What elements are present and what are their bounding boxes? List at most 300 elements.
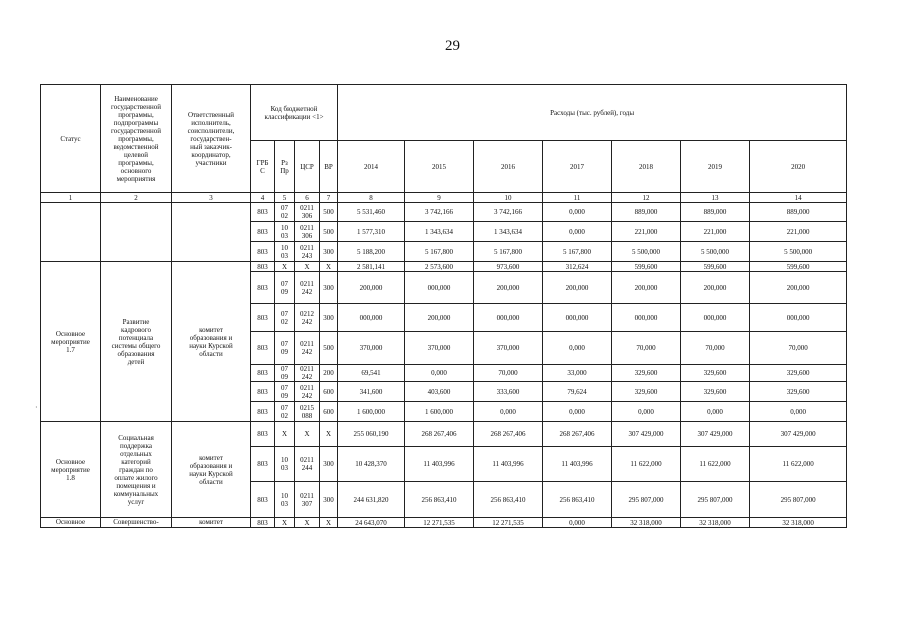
value-cell: 11 403,996: [543, 447, 612, 482]
value-cell: 0,000: [543, 518, 612, 528]
value-cell: 0,000: [543, 332, 612, 365]
code-line: 0211: [300, 365, 314, 373]
code-line: 02: [281, 212, 288, 220]
value-cell: 000,000: [543, 304, 612, 332]
value-cell: 889,000: [681, 203, 750, 222]
header-line: Пр: [280, 166, 289, 175]
value-cell: 3 742,166: [405, 203, 474, 222]
executor-cell: [172, 262, 251, 422]
value-cell: 0,000: [543, 203, 612, 222]
grbs-cell: 803: [251, 447, 275, 482]
code-line: Х: [304, 430, 310, 438]
header-line: подпрограммы: [113, 118, 159, 127]
header-name: [101, 85, 172, 193]
column-number: 12: [612, 193, 681, 203]
vr-cell: 300: [320, 482, 338, 518]
grbs-cell: 803: [251, 422, 275, 447]
header-status: Статус: [41, 85, 101, 193]
rzpr-cell: [275, 272, 295, 304]
value-cell: 5 167,800: [474, 242, 543, 262]
value-cell: 370,000: [405, 332, 474, 365]
code-line: 09: [281, 287, 288, 296]
header-year: 2020: [750, 141, 847, 193]
value-cell: 5 500,000: [612, 242, 681, 262]
column-number: 6: [295, 193, 320, 203]
rzpr-cell: [275, 304, 295, 332]
value-cell: 329,600: [612, 382, 681, 402]
code-line: 0211: [300, 456, 314, 464]
value-cell: 307 429,000: [750, 422, 847, 447]
table-row: [41, 262, 847, 272]
value-cell: 2 573,600: [405, 262, 474, 272]
code-line: 0211: [300, 223, 314, 232]
grbs-cell: 803: [251, 203, 275, 222]
header-line: целевой: [124, 150, 148, 159]
vr-cell: 200: [320, 365, 338, 382]
value-cell: 295 807,000: [612, 482, 681, 518]
value-cell: 11 622,000: [750, 447, 847, 482]
status-line: мероприятие: [51, 465, 90, 474]
name-line: категорий: [121, 457, 151, 466]
csr-cell: [295, 304, 320, 332]
code-line: 242: [301, 317, 313, 326]
value-cell: 5 531,460: [338, 203, 405, 222]
value-cell: 12 271,535: [474, 518, 543, 528]
value-cell: 599,600: [750, 262, 847, 272]
header-year: 2014: [338, 141, 405, 193]
header-line: ведомственной: [113, 142, 159, 151]
executor-line: комитет: [199, 453, 223, 462]
name-line: детей: [127, 357, 145, 366]
status-line: Основное: [55, 457, 86, 466]
code-line: 0212: [300, 309, 314, 318]
header-line: программы,: [118, 134, 154, 143]
code-line: Х: [304, 518, 310, 527]
margin-mark: ·: [35, 403, 38, 412]
executor-line: образования и: [189, 461, 233, 470]
value-cell: 295 807,000: [750, 482, 847, 518]
value-cell: 24 643,070: [338, 518, 405, 528]
value-cell: 70,000: [681, 332, 750, 365]
value-cell: 0,000: [543, 222, 612, 242]
code-line: 088: [301, 411, 313, 420]
code-line: Х: [281, 262, 288, 271]
executor-line: науки Курской: [189, 341, 233, 350]
value-cell: 11 403,996: [405, 447, 474, 482]
value-cell: 200,000: [474, 272, 543, 304]
rzpr-cell: [275, 518, 295, 528]
header-line: ГРБ: [256, 158, 269, 167]
value-cell: 0,000: [405, 365, 474, 382]
name-cell: [101, 203, 172, 262]
column-number: 1: [41, 193, 101, 203]
header-line: государственной: [111, 102, 161, 111]
header-year: 2018: [612, 141, 681, 193]
value-cell: 268 267,406: [474, 422, 543, 447]
column-number: 9: [405, 193, 474, 203]
executor-line: науки Курской: [189, 469, 233, 478]
value-cell: 000,000: [338, 304, 405, 332]
status-cell: [41, 262, 101, 422]
page-number: 29: [445, 38, 460, 54]
column-number: 2: [101, 193, 172, 203]
value-cell: 256 863,410: [474, 482, 543, 518]
value-cell: 329,600: [612, 365, 681, 382]
status-line: Основное: [55, 518, 86, 526]
code-line: 09: [281, 391, 288, 400]
name-line: Развитие: [122, 317, 150, 326]
vr-cell: 600: [320, 382, 338, 402]
value-cell: 000,000: [474, 304, 543, 332]
table-row: [41, 203, 847, 222]
status-line: 1.7: [66, 345, 75, 354]
rzpr-cell: [275, 382, 295, 402]
value-cell: 295 807,000: [681, 482, 750, 518]
header-year: 2019: [681, 141, 750, 193]
status-cell: [41, 422, 101, 518]
vr-cell: Х: [320, 262, 338, 272]
code-line: 07: [281, 403, 288, 412]
value-cell: 11 622,000: [612, 447, 681, 482]
grbs-cell: 803: [251, 365, 275, 382]
code-line: 02: [281, 317, 288, 326]
budget-table: [40, 84, 847, 528]
value-cell: 0,000: [750, 402, 847, 422]
value-cell: 5 500,000: [750, 242, 847, 262]
csr-cell: [295, 242, 320, 262]
value-cell: 403,600: [405, 382, 474, 402]
grbs-cell: 803: [251, 402, 275, 422]
code-line: 243: [301, 251, 313, 260]
value-cell: 12 271,535: [405, 518, 474, 528]
code-line: 10: [281, 456, 288, 464]
csr-cell: [295, 203, 320, 222]
header-line: соисполнители,: [187, 126, 235, 135]
code-line: 10: [281, 491, 288, 500]
header-line: программы,: [118, 110, 154, 119]
value-cell: 268 267,406: [543, 422, 612, 447]
name-line: коммунальных: [113, 489, 159, 498]
vr-cell: Х: [320, 422, 338, 447]
value-cell: 329,600: [750, 382, 847, 402]
value-cell: 69,541: [338, 365, 405, 382]
table-header: [41, 85, 847, 203]
rzpr-cell: [275, 332, 295, 365]
rzpr-cell: [275, 242, 295, 262]
header-year: 2015: [405, 141, 474, 193]
value-cell: 5 500,000: [681, 242, 750, 262]
header-line: государственной: [111, 126, 161, 135]
grbs-cell: 803: [251, 242, 275, 262]
value-cell: 32 318,000: [612, 518, 681, 528]
value-cell: 221,000: [750, 222, 847, 242]
header-line: участники: [195, 158, 227, 167]
value-cell: 5 188,200: [338, 242, 405, 262]
name-line: образования: [117, 349, 155, 358]
rzpr-cell: [275, 482, 295, 518]
csr-cell: [295, 482, 320, 518]
name-line: отдельных: [120, 449, 152, 458]
value-cell: 221,000: [681, 222, 750, 242]
header-expenses-group: Расходы (тыс. рублей), годы: [338, 85, 847, 141]
code-line: 0211: [300, 204, 314, 212]
name-line: системы общего: [111, 341, 161, 350]
header-executor: [172, 85, 251, 193]
value-cell: 329,600: [681, 365, 750, 382]
name-line: помещения и: [116, 481, 156, 490]
code-line: 306: [301, 231, 313, 240]
csr-cell: [295, 422, 320, 447]
value-cell: 1 600,000: [405, 402, 474, 422]
status-cell: [41, 203, 101, 262]
code-line: 03: [281, 251, 288, 260]
code-line: 0211: [300, 383, 314, 392]
code-line: 244: [301, 464, 313, 472]
code-line: 0215: [300, 403, 314, 412]
value-cell: 341,600: [338, 382, 405, 402]
rzpr-cell: [275, 203, 295, 222]
value-cell: 000,000: [612, 304, 681, 332]
csr-cell: [295, 272, 320, 304]
value-cell: 000,000: [405, 272, 474, 304]
code-line: 09: [281, 348, 288, 356]
value-cell: 0,000: [681, 402, 750, 422]
executor-cell: [172, 203, 251, 262]
name-line: поддержка: [119, 441, 152, 450]
code-line: 07: [281, 204, 288, 212]
value-cell: 79,624: [543, 382, 612, 402]
executor-cell: [172, 422, 251, 518]
name-line: Совершенство-: [113, 518, 159, 526]
code-line: 07: [281, 340, 288, 348]
code-line: 242: [301, 373, 313, 381]
value-cell: 1 600,000: [338, 402, 405, 422]
value-cell: 221,000: [612, 222, 681, 242]
grbs-cell: 803: [251, 382, 275, 402]
value-cell: 32 318,000: [681, 518, 750, 528]
grbs-cell: 803: [251, 518, 275, 528]
value-cell: 1 343,634: [405, 222, 474, 242]
column-number: 14: [750, 193, 847, 203]
header-line: координатор,: [191, 150, 231, 159]
executor-line: образования и: [189, 333, 233, 342]
value-cell: 200,000: [681, 272, 750, 304]
grbs-cell: 803: [251, 304, 275, 332]
value-cell: 200,000: [750, 272, 847, 304]
name-cell: [101, 262, 172, 422]
value-cell: 32 318,000: [750, 518, 847, 528]
name-line: потенциала: [118, 333, 154, 342]
value-cell: 256 863,410: [543, 482, 612, 518]
status-cell: [41, 518, 101, 528]
executor-cell: [172, 518, 251, 528]
vr-cell: 500: [320, 222, 338, 242]
table-row: [41, 518, 847, 528]
executor-line: области: [199, 477, 223, 486]
code-line: 0211: [300, 340, 314, 348]
value-cell: 200,000: [543, 272, 612, 304]
code-line: 306: [301, 212, 313, 220]
value-cell: 307 429,000: [612, 422, 681, 447]
grbs-cell: 803: [251, 272, 275, 304]
vr-cell: 300: [320, 272, 338, 304]
code-line: 0211: [300, 243, 314, 252]
value-cell: 70,000: [750, 332, 847, 365]
grbs-cell: 803: [251, 262, 275, 272]
code-line: Х: [304, 262, 310, 271]
header-line: Ответственный: [187, 110, 235, 119]
header-line: ный заказчик-: [190, 142, 232, 151]
vr-cell: 500: [320, 332, 338, 365]
status-line: 1.8: [66, 473, 75, 482]
vr-cell: 600: [320, 402, 338, 422]
grbs-cell: 803: [251, 482, 275, 518]
executor-line: комитет: [199, 325, 223, 334]
vr-cell: 300: [320, 447, 338, 482]
value-cell: 312,624: [543, 262, 612, 272]
rzpr-cell: [275, 222, 295, 242]
value-cell: 11 403,996: [474, 447, 543, 482]
column-number: 3: [172, 193, 251, 203]
header-csr: ЦСР: [295, 141, 320, 193]
header-line: С: [260, 166, 265, 175]
value-cell: 329,600: [681, 382, 750, 402]
vr-cell: 500: [320, 203, 338, 222]
value-cell: 255 060,190: [338, 422, 405, 447]
value-cell: 599,600: [612, 262, 681, 272]
value-cell: 1 343,634: [474, 222, 543, 242]
value-cell: 973,600: [474, 262, 543, 272]
header-line: исполнитель,: [191, 118, 231, 127]
column-number: 7: [320, 193, 338, 203]
column-number: 11: [543, 193, 612, 203]
value-cell: 5 167,800: [543, 242, 612, 262]
code-line: 07: [281, 365, 288, 373]
code-line: 03: [281, 499, 288, 508]
code-line: 09: [281, 373, 288, 381]
value-cell: 0,000: [543, 402, 612, 422]
csr-cell: [295, 332, 320, 365]
code-line: 02: [281, 411, 288, 420]
header-line: основного: [120, 166, 152, 175]
column-number: 4: [251, 193, 275, 203]
header-line: государствен-: [190, 134, 232, 143]
value-cell: 10 428,370: [338, 447, 405, 482]
value-cell: 5 167,800: [405, 242, 474, 262]
code-line: 307: [301, 499, 313, 508]
code-line: 03: [281, 231, 288, 240]
code-line: 0211: [300, 279, 314, 288]
value-cell: 200,000: [405, 304, 474, 332]
name-cell: [101, 518, 172, 528]
csr-cell: [295, 447, 320, 482]
vr-cell: Х: [320, 518, 338, 528]
header-grbs: [251, 141, 275, 193]
value-cell: 11 622,000: [681, 447, 750, 482]
value-cell: 70,000: [474, 365, 543, 382]
status-line: Основное: [55, 329, 86, 338]
code-line: 07: [281, 309, 288, 318]
value-cell: 256 863,410: [405, 482, 474, 518]
value-cell: 329,600: [750, 365, 847, 382]
value-cell: 000,000: [681, 304, 750, 332]
column-number: 10: [474, 193, 543, 203]
value-cell: 370,000: [338, 332, 405, 365]
value-cell: 200,000: [612, 272, 681, 304]
csr-cell: [295, 365, 320, 382]
rzpr-cell: [275, 262, 295, 272]
executor-line: области: [199, 349, 223, 358]
name-line: граждан по: [119, 465, 153, 474]
header-year: 2016: [474, 141, 543, 193]
code-line: Х: [281, 518, 288, 527]
value-cell: 0,000: [474, 402, 543, 422]
code-line: 03: [281, 464, 288, 472]
value-cell: 3 742,166: [474, 203, 543, 222]
rzpr-cell: [275, 422, 295, 447]
value-cell: 200,000: [338, 272, 405, 304]
value-cell: 370,000: [474, 332, 543, 365]
code-line: 10: [281, 223, 288, 232]
grbs-cell: 803: [251, 222, 275, 242]
name-line: услуг: [127, 497, 145, 506]
name-cell: [101, 422, 172, 518]
csr-cell: [295, 518, 320, 528]
header-rzpr: [275, 141, 295, 193]
header-line: Рз: [281, 158, 288, 167]
value-cell: 70,000: [612, 332, 681, 365]
code-line: 0211: [300, 491, 314, 500]
value-cell: 268 267,406: [405, 422, 474, 447]
code-line: 07: [281, 383, 288, 392]
csr-cell: [295, 222, 320, 242]
value-cell: 33,000: [543, 365, 612, 382]
value-cell: 889,000: [750, 203, 847, 222]
code-line: 242: [301, 287, 313, 296]
code-line: 10: [281, 243, 288, 252]
status-line: мероприятие: [51, 337, 90, 346]
value-cell: 1 577,310: [338, 222, 405, 242]
vr-cell: 300: [320, 304, 338, 332]
value-cell: 244 631,820: [338, 482, 405, 518]
column-number: 8: [338, 193, 405, 203]
code-line: 07: [281, 279, 288, 288]
table-row: [41, 422, 847, 447]
value-cell: 307 429,000: [681, 422, 750, 447]
csr-cell: [295, 382, 320, 402]
rzpr-cell: [275, 447, 295, 482]
header-line: программы,: [118, 158, 154, 167]
header-line: Наименование: [114, 94, 158, 103]
executor-line: комитет: [199, 518, 223, 526]
code-line: 242: [301, 348, 313, 356]
value-cell: 000,000: [750, 304, 847, 332]
vr-cell: 300: [320, 242, 338, 262]
code-line: 242: [301, 391, 313, 400]
name-line: Социальная: [118, 433, 154, 442]
csr-cell: [295, 262, 320, 272]
column-number: 5: [275, 193, 295, 203]
header-line: мероприятия: [116, 174, 156, 183]
grbs-cell: 803: [251, 332, 275, 365]
header-code-group: Код бюджетной классификации <1>: [251, 85, 338, 141]
value-cell: 889,000: [612, 203, 681, 222]
value-cell: 599,600: [681, 262, 750, 272]
column-number: 13: [681, 193, 750, 203]
value-cell: 0,000: [612, 402, 681, 422]
header-year: 2017: [543, 141, 612, 193]
value-cell: 2 581,141: [338, 262, 405, 272]
